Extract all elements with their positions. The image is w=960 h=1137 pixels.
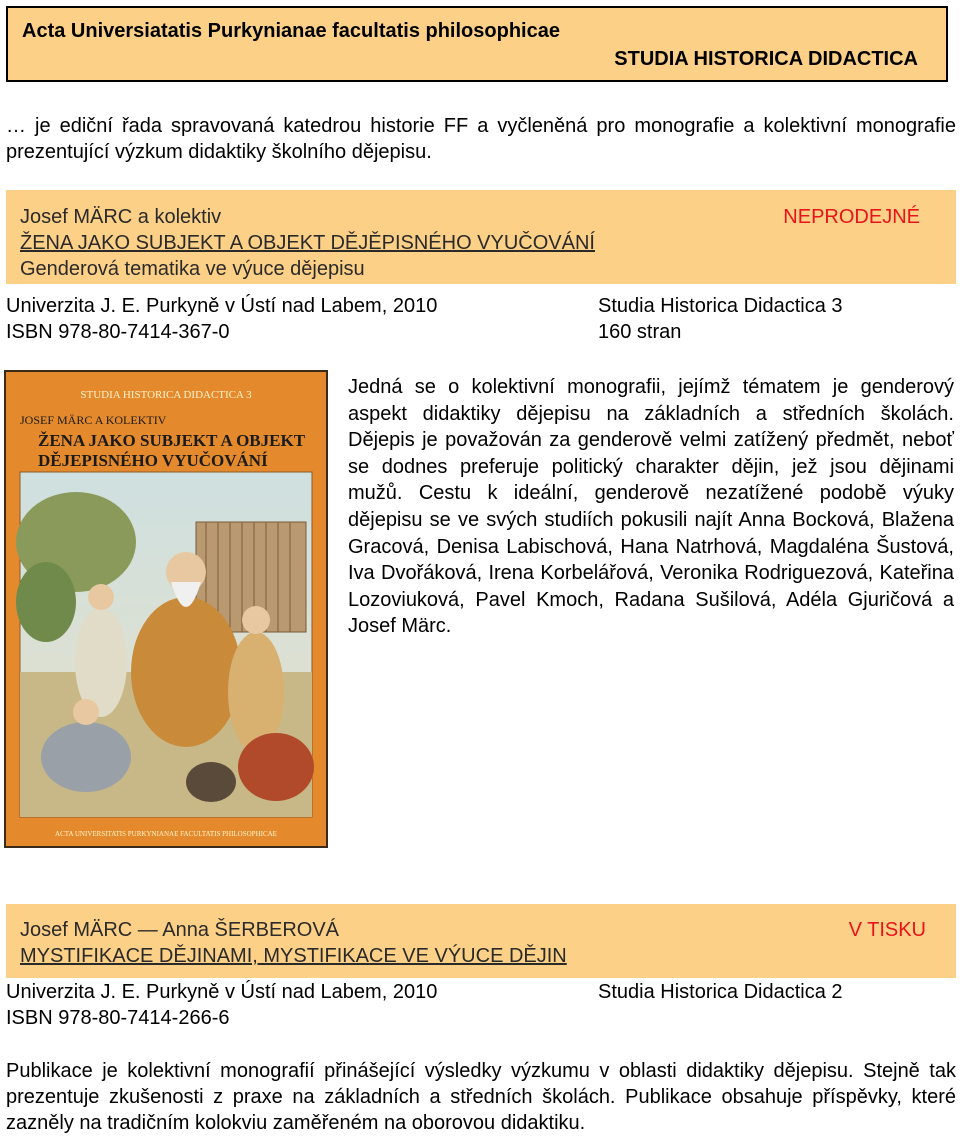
book2-publisher: Univerzita J. E. Purkyně v Ústí nad Labem, 2010 xyxy=(6,981,438,1003)
book2-isbn: ISBN 978-80-7414-266-6 xyxy=(6,1007,230,1029)
cover-series: STUDIA HISTORICA DIDACTICA 3 xyxy=(80,389,252,401)
cover-footer: ACTA UNIVERSITATIS PURKYNIANAE FACULTATIS PHILOSOPHICAE xyxy=(55,830,277,838)
book1-pages: 160 stran xyxy=(598,321,682,343)
cover-author: JOSEF MÄRC A KOLEKTIV xyxy=(20,413,167,427)
book1-publisher: Univerzita J. E. Purkyně v Ústí nad Labem, 2010 xyxy=(6,295,438,317)
series-header xyxy=(6,6,948,82)
book2-title: MYSTIFIKACE DĚJINAMI, MYSTIFIKACE VE VÝUCE DĚJIN xyxy=(20,945,567,967)
intro-paragraph: … je ediční řada spravovaná katedrou historie FF a vyčleněná pro monografie a kolektivní monografie prezentující výzkum didaktiky školního dějepisu. xyxy=(6,115,956,163)
series-name: STUDIA HISTORICA DIDACTICA xyxy=(614,48,918,70)
book2-status-badge: V TISKU xyxy=(848,919,926,941)
book1-subtitle: Genderová tematika ve výuce dějepisu xyxy=(20,258,365,280)
cover-title-line1: ŽENA JAKO SUBJEKT A OBJEKT xyxy=(38,431,306,450)
book1-description: Jedná se o kolektivní monografii, jejímž tématem je genderový aspekt didaktiky dějepisu na základních a středních školách. Dějepis je považován za genderově velmi zatížený předmět, neboť se dodnes preferuje politický charakter dějin, jež jsou dějinami mužů. Cestu k ideální, genderově nezatížené podobě výuky dějepisu se ve svých studiích pokusili najít Anna Bocková, Blažena Gracová, Denisa Labischová, Hana Natrhová, Magdaléna Šustová, Iva Dvořáková, Irena Korbelářová, Veronika Rodriguezová, Kateřina Lozoviuková, Pavel Kmoch, Radana Sušilová, Adéla Gjuričová a Josef Märc. xyxy=(348,376,954,638)
book2-description: Publikace je kolektivní monografií přinášející výsledky výzkumu v oblasti didaktiky dějepisu. Stejně tak prezentuje zkušenosti z praxe na základních a středních školách. Publikace obsahuje příspěvky, které zazněly na tradičním kolokviu zaměřeném na oborovou didaktiku. xyxy=(6,1060,956,1134)
cover-title-line2: DĚJEPISNÉHO VYUČOVÁNÍ xyxy=(38,451,268,470)
series-latin-title: Acta Universiatatis Purkynianae facultatis philosophicae xyxy=(22,20,560,42)
book2-authors: Josef MÄRC — Anna ŠERBEROVÁ xyxy=(20,919,340,941)
book1-cover-image xyxy=(4,370,328,848)
cover-illustration xyxy=(6,372,326,846)
book1-title: ŽENA JAKO SUBJEKT A OBJEKT DĚJĚPISNÉHO VYUČOVÁNÍ xyxy=(20,232,595,254)
book2-series: Studia Historica Didactica 2 xyxy=(598,981,843,1003)
book1-series: Studia Historica Didactica 3 xyxy=(598,295,843,317)
book1-status-badge: NEPRODEJNÉ xyxy=(783,206,920,228)
book1-author: Josef MÄRC a kolektiv xyxy=(20,206,222,228)
book1-isbn: ISBN 978-80-7414-367-0 xyxy=(6,321,230,343)
